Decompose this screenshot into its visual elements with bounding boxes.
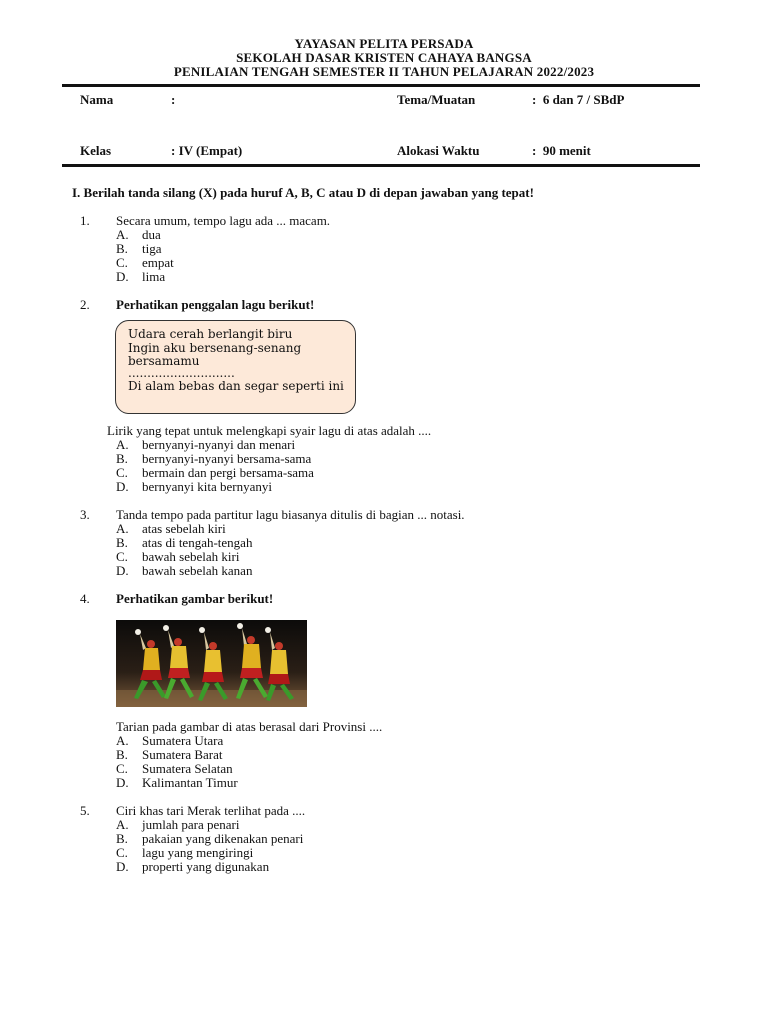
question-text: Tanda tempo pada partitur lagu biasanya ditulis di bagian ... notasi.: [116, 507, 465, 522]
question-text: Ciri khas tari Merak terlihat pada ....: [116, 803, 306, 818]
question-text: Secara umum, tempo lagu ada ... macam.: [116, 213, 331, 228]
section-instruction: I. Berilah tanda silang (X) pada huruf A, B, C atau D di depan jawaban yang tepat!: [72, 185, 534, 200]
dance-photo: [116, 620, 307, 707]
lyrics-box: [115, 320, 356, 414]
question-stem: Lirik yang tepat untuk melengkapi syair lagu di atas adalah ....: [107, 423, 432, 438]
option-letter[interactable]: A.: [116, 227, 129, 242]
tema-label: Tema/Muatan: [397, 92, 476, 107]
question-text: Perhatikan gambar berikut!: [116, 591, 274, 606]
option-text: Kalimantan Timur: [142, 775, 238, 790]
option-letter[interactable]: B.: [116, 451, 128, 466]
lyric-line: ............................: [128, 366, 235, 380]
alokasi-label: Alokasi Waktu: [397, 143, 480, 158]
option-text: Sumatera Barat: [142, 747, 223, 762]
alokasi-value: : 90 menit: [532, 143, 591, 158]
option-letter[interactable]: D.: [116, 775, 129, 790]
option-text: bawah sebelah kanan: [142, 563, 253, 578]
option-letter[interactable]: B.: [116, 535, 128, 550]
option-text: lagu yang mengiringi: [142, 845, 254, 860]
option-text: bawah sebelah kiri: [142, 549, 240, 564]
school-foundation-title: YAYASAN PELITA PERSADA: [294, 36, 474, 51]
option-letter[interactable]: A.: [116, 437, 129, 452]
option-text: Sumatera Selatan: [142, 761, 233, 776]
option-text: properti yang digunakan: [142, 859, 270, 874]
option-letter[interactable]: C.: [116, 845, 128, 860]
question-number: 1.: [80, 213, 90, 228]
option-letter[interactable]: C.: [116, 761, 128, 776]
option-text: atas di tengah-tengah: [142, 535, 253, 550]
option-letter[interactable]: A.: [116, 733, 129, 748]
lyric-line: Ingin aku bersenang-senang: [128, 341, 302, 355]
option-text: pakaian yang dikenakan penari: [142, 831, 304, 846]
option-text: dua: [142, 227, 161, 242]
option-text: tiga: [142, 241, 162, 256]
option-text: empat: [142, 255, 174, 270]
option-text: lima: [142, 269, 166, 284]
option-letter[interactable]: C.: [116, 465, 128, 480]
school-name-title: SEKOLAH DASAR KRISTEN CAHAYA BANGSA: [236, 50, 532, 65]
kelas-value: : IV (Empat): [171, 143, 243, 158]
header-top-rule: [62, 84, 700, 87]
kelas-label: Kelas: [80, 143, 112, 158]
option-letter[interactable]: B.: [116, 241, 128, 256]
question-number: 5.: [80, 803, 90, 818]
header-bottom-rule: [62, 164, 700, 167]
option-text: Sumatera Utara: [142, 733, 224, 748]
option-text: bernyanyi-nyanyi bersama-sama: [142, 451, 312, 466]
option-text: bernyanyi kita bernyanyi: [142, 479, 272, 494]
option-letter[interactable]: A.: [116, 817, 129, 832]
option-letter[interactable]: D.: [116, 269, 129, 284]
lyric-line: Di alam bebas dan segar seperti ini: [128, 379, 344, 393]
lyric-line: bersamamu: [128, 354, 200, 368]
option-letter[interactable]: B.: [116, 831, 128, 846]
option-letter[interactable]: C.: [116, 255, 128, 270]
tema-value: : 6 dan 7 / SBdP: [532, 92, 625, 107]
option-letter[interactable]: A.: [116, 521, 129, 536]
option-letter[interactable]: D.: [116, 479, 129, 494]
option-text: jumlah para penari: [142, 817, 240, 832]
option-letter[interactable]: B.: [116, 747, 128, 762]
nama-value[interactable]: :: [171, 92, 176, 107]
option-text: bermain dan pergi bersama-sama: [142, 465, 314, 480]
option-text: atas sebelah kiri: [142, 521, 226, 536]
nama-label: Nama: [80, 92, 114, 107]
question-stem: Tarian pada gambar di atas berasal dari Provinsi ....: [116, 719, 383, 734]
option-letter[interactable]: C.: [116, 549, 128, 564]
option-letter[interactable]: D.: [116, 859, 129, 874]
question-text: Perhatikan penggalan lagu berikut!: [116, 297, 315, 312]
lyric-line: Udara cerah berlangit biru: [128, 327, 293, 341]
option-letter[interactable]: D.: [116, 563, 129, 578]
exam-title: PENILAIAN TENGAH SEMESTER II TAHUN PELAJARAN 2022/2023: [173, 64, 595, 79]
option-text: bernyanyi-nyanyi dan menari: [142, 437, 296, 452]
question-number: 2.: [80, 297, 90, 312]
question-number: 3.: [80, 507, 90, 522]
question-number: 4.: [80, 591, 90, 606]
